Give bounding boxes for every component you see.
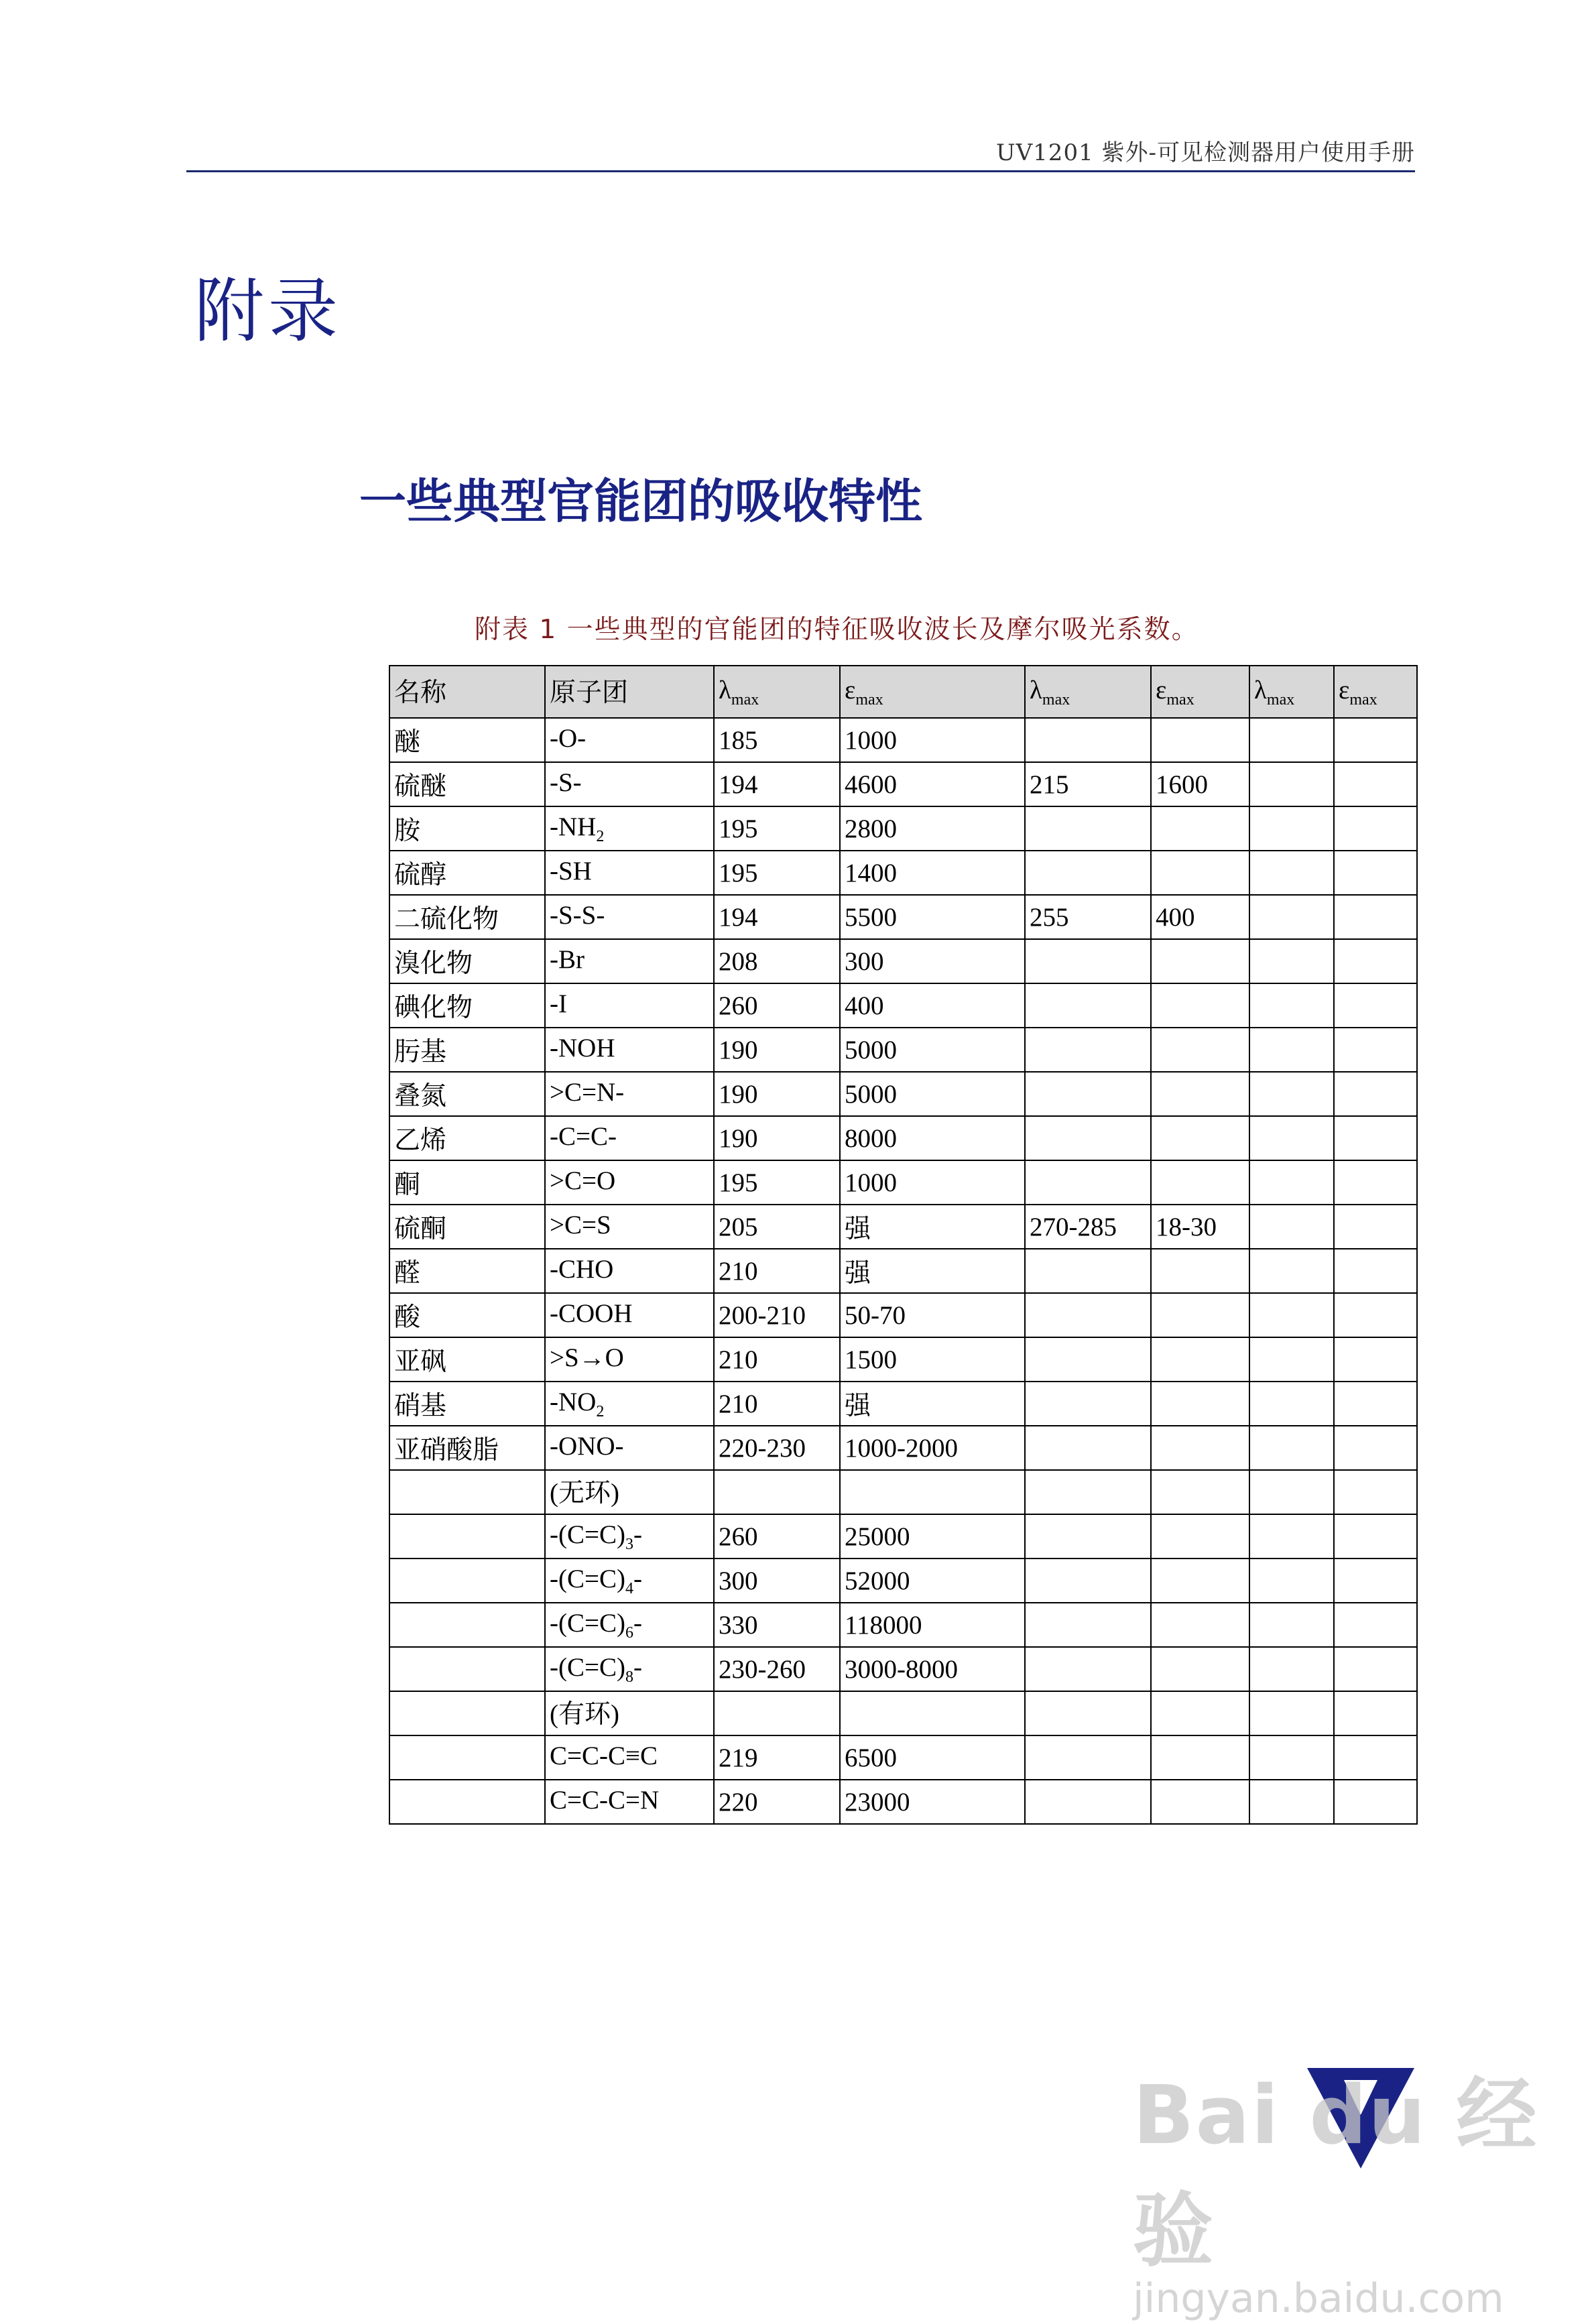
table-cell-e1: 1400 (840, 851, 1025, 895)
table-row (389, 1116, 1417, 1160)
table-cell-l1: 300 (714, 1559, 840, 1603)
running-header: UV1201 紫外-可见检测器用户使用手册 (995, 139, 1415, 166)
table-row (389, 1691, 1417, 1735)
table-cell-e3 (1334, 983, 1417, 1028)
group-formula-tail: - (633, 1564, 642, 1593)
table-cell-l1: 194 (714, 762, 840, 806)
table-cell-name: 硫醇 (389, 851, 545, 895)
column-header-label: ε (845, 675, 856, 705)
table-cell-l2 (1025, 1426, 1151, 1470)
table-cell-e2 (1151, 1382, 1249, 1426)
table-row (389, 1603, 1417, 1647)
table-cell-l1: 200-210 (714, 1293, 840, 1337)
table-cell-l3 (1249, 1603, 1334, 1647)
table-cell-group (545, 1470, 714, 1514)
table-cell-name: 硝基 (389, 1382, 545, 1426)
table-row (389, 1735, 1417, 1780)
table-row (389, 1205, 1417, 1249)
group-formula-tail: - (633, 1608, 642, 1638)
table-cell-e1: 50-70 (840, 1293, 1025, 1337)
table-cell-l3 (1249, 851, 1334, 895)
table-cell-group (545, 762, 714, 806)
group-formula: -ONO- (550, 1431, 624, 1461)
column-header (389, 666, 545, 718)
table-cell-group (545, 1780, 714, 1824)
table-cell-e2 (1151, 1116, 1249, 1160)
table-cell-e3 (1334, 851, 1417, 895)
table-row (389, 1337, 1417, 1382)
group-formula-subscript: 2 (596, 827, 605, 845)
table-cell-group (545, 1382, 714, 1426)
table-cell-e3 (1334, 1426, 1417, 1470)
table-cell-e3 (1334, 1249, 1417, 1293)
group-formula-tail: - (633, 1520, 642, 1549)
table-cell-e3 (1334, 1116, 1417, 1160)
table-row (389, 1028, 1417, 1072)
table-cell-e1: 强 (840, 1205, 1025, 1249)
table-cell-group (545, 1603, 714, 1647)
table-cell-e2 (1151, 1470, 1249, 1514)
column-header-subscript: max (1166, 690, 1194, 709)
table-cell-e2 (1151, 1559, 1249, 1603)
table-cell-group (545, 1028, 714, 1072)
table-row (389, 851, 1417, 895)
column-header (1334, 666, 1417, 718)
table-cell-l3 (1249, 1337, 1334, 1382)
table-cell-l1: 195 (714, 851, 840, 895)
table-cell-e1: 1500 (840, 1337, 1025, 1382)
table-cell-e1: 25000 (840, 1514, 1025, 1559)
table-cell-l1: 195 (714, 1160, 840, 1205)
table-cell-l2 (1025, 806, 1151, 851)
table-cell-l2 (1025, 1028, 1151, 1072)
table-cell-e2 (1151, 983, 1249, 1028)
group-formula: -NOH (550, 1033, 615, 1062)
table-row (389, 1160, 1417, 1205)
table-cell-e3 (1334, 1382, 1417, 1426)
table-cell-e1: 5500 (840, 895, 1025, 939)
column-header (1151, 666, 1249, 718)
column-header-subscript: max (1042, 690, 1070, 709)
table-cell-e1: 强 (840, 1249, 1025, 1293)
group-formula-subscript: 2 (596, 1402, 605, 1420)
table-cell-e1: 300 (840, 939, 1025, 983)
watermark (1133, 2051, 1596, 2322)
table-cell-l1: 230-260 (714, 1647, 840, 1691)
table-cell-group (545, 1559, 714, 1603)
table-cell-e3 (1334, 718, 1417, 762)
column-header-subscript: max (731, 690, 759, 709)
table-cell-l1: 185 (714, 718, 840, 762)
table-cell-e2 (1151, 718, 1249, 762)
column-header-label: 原子团 (550, 678, 629, 708)
table-cell-e2 (1151, 1160, 1249, 1205)
table-cell-l3 (1249, 1293, 1334, 1337)
table-row (389, 1514, 1417, 1559)
table-cell-l3 (1249, 1647, 1334, 1691)
table-cell-l2 (1025, 1293, 1151, 1337)
table-row (389, 1072, 1417, 1116)
table-cell-l2 (1025, 1735, 1151, 1780)
table-cell-name: 硫酮 (389, 1205, 545, 1249)
page-heading: 附录 (194, 270, 343, 352)
table-cell-l1: 205 (714, 1205, 840, 1249)
table-cell-l2 (1025, 1559, 1151, 1603)
group-formula-subscript: 4 (625, 1579, 633, 1597)
table-cell-e2 (1151, 939, 1249, 983)
table-cell-group (545, 1647, 714, 1691)
table-cell-name: 乙烯 (389, 1116, 545, 1160)
table-cell-l1: 195 (714, 806, 840, 851)
table-cell-l3 (1249, 1205, 1334, 1249)
table-cell-e1: 6500 (840, 1735, 1025, 1780)
table-cell-l2 (1025, 1072, 1151, 1116)
table-cell-e3 (1334, 806, 1417, 851)
table-cell-l1 (714, 1691, 840, 1735)
table-cell-l3 (1249, 895, 1334, 939)
table-cell-e1: 118000 (840, 1603, 1025, 1647)
table-cell-group (545, 1116, 714, 1160)
table-row (389, 1293, 1417, 1337)
group-formula-tail: - (633, 1652, 642, 1682)
table-cell-group (545, 1072, 714, 1116)
table-cell-name: 醚 (389, 718, 545, 762)
table-cell-l1: 260 (714, 1514, 840, 1559)
group-formula: -(C=C) (550, 1520, 625, 1549)
table-cell-l3 (1249, 1691, 1334, 1735)
table-cell-name (389, 1780, 545, 1824)
table-cell-name (389, 1470, 545, 1514)
table-row (389, 1382, 1417, 1426)
table-cell-e3 (1334, 1160, 1417, 1205)
table-cell-l3 (1249, 1470, 1334, 1514)
table-cell-l2 (1025, 1647, 1151, 1691)
column-header-label: 名称 (394, 678, 447, 708)
table-cell-l3 (1249, 1382, 1334, 1426)
table-cell-e1: 3000-8000 (840, 1647, 1025, 1691)
table-cell-l1: 210 (714, 1382, 840, 1426)
watermark-url: jingyan.baidu.com (1133, 2275, 1504, 2322)
table-cell-name: 肟基 (389, 1028, 545, 1072)
group-formula: -(C=C) (550, 1564, 625, 1593)
table-cell-e3 (1334, 762, 1417, 806)
table-cell-l3 (1249, 1116, 1334, 1160)
column-header-label: ε (1156, 675, 1167, 705)
column-header-label: λ (1030, 675, 1042, 705)
table-cell-name: 碘化物 (389, 983, 545, 1028)
table-cell-e1: 52000 (840, 1559, 1025, 1603)
table-cell-group (545, 806, 714, 851)
group-formula: -CHO (550, 1254, 614, 1284)
table-cell-l3 (1249, 1160, 1334, 1205)
table-cell-l2 (1025, 1603, 1151, 1647)
column-header-subscript: max (855, 690, 883, 709)
table-cell-e1 (840, 1470, 1025, 1514)
table-cell-e1: 1000 (840, 1160, 1025, 1205)
table-cell-l2 (1025, 1249, 1151, 1293)
table-cell-e2: 18-30 (1151, 1205, 1249, 1249)
table-caption: 附表 1 一些典型的官能团的特征吸收波长及摩尔吸光系数。 (475, 615, 1199, 645)
group-formula-subscript: 3 (625, 1535, 633, 1553)
table-row (389, 1647, 1417, 1691)
table-cell-l1: 330 (714, 1603, 840, 1647)
table-cell-name (389, 1603, 545, 1647)
table-cell-l3 (1249, 718, 1334, 762)
table-cell-e3 (1334, 1293, 1417, 1337)
table-cell-group (545, 1426, 714, 1470)
table-cell-e3 (1334, 1603, 1417, 1647)
table-cell-e3 (1334, 895, 1417, 939)
table-cell-name: 酸 (389, 1293, 545, 1337)
column-header-subscript: max (1266, 690, 1295, 709)
table-cell-l1: 210 (714, 1337, 840, 1382)
table-cell-e2: 400 (1151, 895, 1249, 939)
table-cell-e2 (1151, 806, 1249, 851)
group-formula: C=C-C≡C (550, 1741, 658, 1770)
column-header-subscript: max (1349, 690, 1377, 709)
column-header (1249, 666, 1334, 718)
table-row (389, 1559, 1417, 1603)
table-cell-e1: 强 (840, 1382, 1025, 1426)
table-cell-name: 溴化物 (389, 939, 545, 983)
table-row (389, 806, 1417, 851)
table-row (389, 718, 1417, 762)
table-cell-e2 (1151, 1293, 1249, 1337)
table-cell-name (389, 1647, 545, 1691)
table-cell-l1: 190 (714, 1072, 840, 1116)
table-cell-l1: 220-230 (714, 1426, 840, 1470)
section-heading: 一些典型官能团的吸收特性 (359, 474, 922, 529)
table-cell-l2 (1025, 1160, 1151, 1205)
table-row (389, 939, 1417, 983)
table-cell-l3 (1249, 1028, 1334, 1072)
table-row (389, 762, 1417, 806)
column-header (1025, 666, 1151, 718)
table-cell-l2 (1025, 1337, 1151, 1382)
table-cell-l2 (1025, 1382, 1151, 1426)
table-cell-e2 (1151, 1028, 1249, 1072)
group-formula: C=C-C=N (550, 1785, 660, 1815)
table-cell-l1: 219 (714, 1735, 840, 1780)
table-cell-name: 亚砜 (389, 1337, 545, 1382)
table-cell-e1: 400 (840, 983, 1025, 1028)
column-header (545, 666, 714, 718)
table-cell-l3 (1249, 1426, 1334, 1470)
table-cell-name (389, 1691, 545, 1735)
table-cell-l2: 255 (1025, 895, 1151, 939)
table-cell-e2 (1151, 1337, 1249, 1382)
table-cell-group (545, 1691, 714, 1735)
table-cell-l3 (1249, 1735, 1334, 1780)
group-formula: -I (550, 989, 567, 1018)
table-cell-group (545, 939, 714, 983)
group-formula: -S- (550, 768, 582, 797)
table-cell-name: 叠氮 (389, 1072, 545, 1116)
table-cell-e3 (1334, 1559, 1417, 1603)
table-cell-l1: 208 (714, 939, 840, 983)
table-cell-l2 (1025, 1470, 1151, 1514)
table-cell-group (545, 895, 714, 939)
table-cell-l3 (1249, 1559, 1334, 1603)
table-cell-group (545, 983, 714, 1028)
table-cell-l2 (1025, 1780, 1151, 1824)
table-cell-e2 (1151, 1647, 1249, 1691)
group-formula: -NH (550, 812, 597, 841)
table-cell-l2: 215 (1025, 762, 1151, 806)
group-formula: -O- (550, 723, 587, 753)
table-cell-e3 (1334, 1205, 1417, 1249)
table-cell-name: 硫醚 (389, 762, 545, 806)
table-cell-group (545, 1735, 714, 1780)
table-cell-group (545, 1293, 714, 1337)
table-cell-e1: 2800 (840, 806, 1025, 851)
table-cell-l2 (1025, 1691, 1151, 1735)
table-cell-name (389, 1735, 545, 1780)
table-cell-e1: 4600 (840, 762, 1025, 806)
table-cell-e1: 1000-2000 (840, 1426, 1025, 1470)
table-cell-e3 (1334, 1735, 1417, 1780)
table-cell-e2 (1151, 1735, 1249, 1780)
table-cell-l1 (714, 1470, 840, 1514)
group-formula: -SH (550, 856, 592, 885)
group-formula: (有环) (550, 1700, 619, 1729)
table-row (389, 1780, 1417, 1824)
table-cell-name (389, 1514, 545, 1559)
table-row (389, 1470, 1417, 1514)
table-cell-e2 (1151, 1514, 1249, 1559)
group-formula: -(C=C) (550, 1652, 625, 1682)
group-formula: >S→O (550, 1343, 624, 1372)
table-cell-l3 (1249, 1249, 1334, 1293)
absorption-table (389, 665, 1418, 1825)
table-cell-e2 (1151, 1249, 1249, 1293)
group-formula: -C=C- (550, 1121, 617, 1151)
table-cell-e3 (1334, 1072, 1417, 1116)
table-cell-name: 亚硝酸脂 (389, 1426, 545, 1470)
group-formula: >C=O (550, 1166, 616, 1195)
table-cell-l1: 220 (714, 1780, 840, 1824)
table-cell-e3 (1334, 939, 1417, 983)
table-cell-e2 (1151, 1426, 1249, 1470)
header-rule (186, 170, 1415, 172)
table-row (389, 1426, 1417, 1470)
table-cell-l2 (1025, 1116, 1151, 1160)
column-header-label: ε (1339, 675, 1350, 705)
table-cell-group (545, 1514, 714, 1559)
column-header (840, 666, 1025, 718)
table-cell-l3 (1249, 983, 1334, 1028)
table-cell-l1: 190 (714, 1116, 840, 1160)
table-cell-group (545, 718, 714, 762)
table-cell-e3 (1334, 1647, 1417, 1691)
table-row (389, 983, 1417, 1028)
table-cell-e2 (1151, 851, 1249, 895)
table-cell-l3 (1249, 762, 1334, 806)
group-formula-subscript: 6 (625, 1624, 633, 1642)
table-cell-l3 (1249, 1780, 1334, 1824)
group-formula: -NO (550, 1387, 597, 1416)
table-cell-name (389, 1559, 545, 1603)
table-cell-e3 (1334, 1780, 1417, 1824)
table-cell-name: 醛 (389, 1249, 545, 1293)
column-header (714, 666, 840, 718)
table-cell-l3 (1249, 939, 1334, 983)
table-header-row (389, 666, 1417, 718)
column-header-label: λ (1254, 675, 1267, 705)
table-cell-e3 (1334, 1470, 1417, 1514)
group-formula: >C=N- (550, 1077, 625, 1107)
table-cell-group (545, 851, 714, 895)
table-cell-e2 (1151, 1691, 1249, 1735)
table-cell-l3 (1249, 1514, 1334, 1559)
watermark-brand: Bai du 经验 (1133, 2069, 1538, 2278)
column-header-label: λ (719, 675, 731, 705)
table-cell-l1: 190 (714, 1028, 840, 1072)
table-cell-e1: 23000 (840, 1780, 1025, 1824)
table-cell-name: 胺 (389, 806, 545, 851)
table-cell-e3 (1334, 1514, 1417, 1559)
table-cell-e3 (1334, 1691, 1417, 1735)
table-cell-l2 (1025, 939, 1151, 983)
table-cell-l3 (1249, 806, 1334, 851)
table-cell-l1: 210 (714, 1249, 840, 1293)
table-row (389, 1249, 1417, 1293)
table-cell-l2 (1025, 851, 1151, 895)
table-cell-e2 (1151, 1072, 1249, 1116)
table-cell-group (545, 1337, 714, 1382)
table-body (389, 718, 1417, 1824)
table-cell-l1: 194 (714, 895, 840, 939)
group-formula: -COOH (550, 1298, 633, 1328)
group-formula: -(C=C) (550, 1608, 625, 1638)
table-cell-group (545, 1160, 714, 1205)
table-cell-l2: 270-285 (1025, 1205, 1151, 1249)
table-cell-l2 (1025, 983, 1151, 1028)
table-cell-name: 二硫化物 (389, 895, 545, 939)
table-cell-l2 (1025, 1514, 1151, 1559)
table-cell-e3 (1334, 1337, 1417, 1382)
table-cell-e2 (1151, 1780, 1249, 1824)
group-formula: -S-S- (550, 900, 605, 930)
table-cell-group (545, 1205, 714, 1249)
table-cell-name: 酮 (389, 1160, 545, 1205)
table-cell-e1: 1000 (840, 718, 1025, 762)
table-cell-group (545, 1249, 714, 1293)
group-formula-subscript: 8 (625, 1668, 633, 1686)
table-cell-l3 (1249, 1072, 1334, 1116)
table-cell-e1: 8000 (840, 1116, 1025, 1160)
group-formula: -Br (550, 944, 585, 974)
table-cell-e1: 5000 (840, 1028, 1025, 1072)
table-cell-e2 (1151, 1603, 1249, 1647)
table-cell-e1 (840, 1691, 1025, 1735)
group-formula: >C=S (550, 1210, 611, 1239)
table-cell-e1: 5000 (840, 1072, 1025, 1116)
table-cell-e2: 1600 (1151, 762, 1249, 806)
table-cell-l1: 260 (714, 983, 840, 1028)
table-cell-e3 (1334, 1028, 1417, 1072)
group-formula: (无环) (550, 1479, 619, 1508)
table-cell-l2 (1025, 718, 1151, 762)
table-row (389, 895, 1417, 939)
